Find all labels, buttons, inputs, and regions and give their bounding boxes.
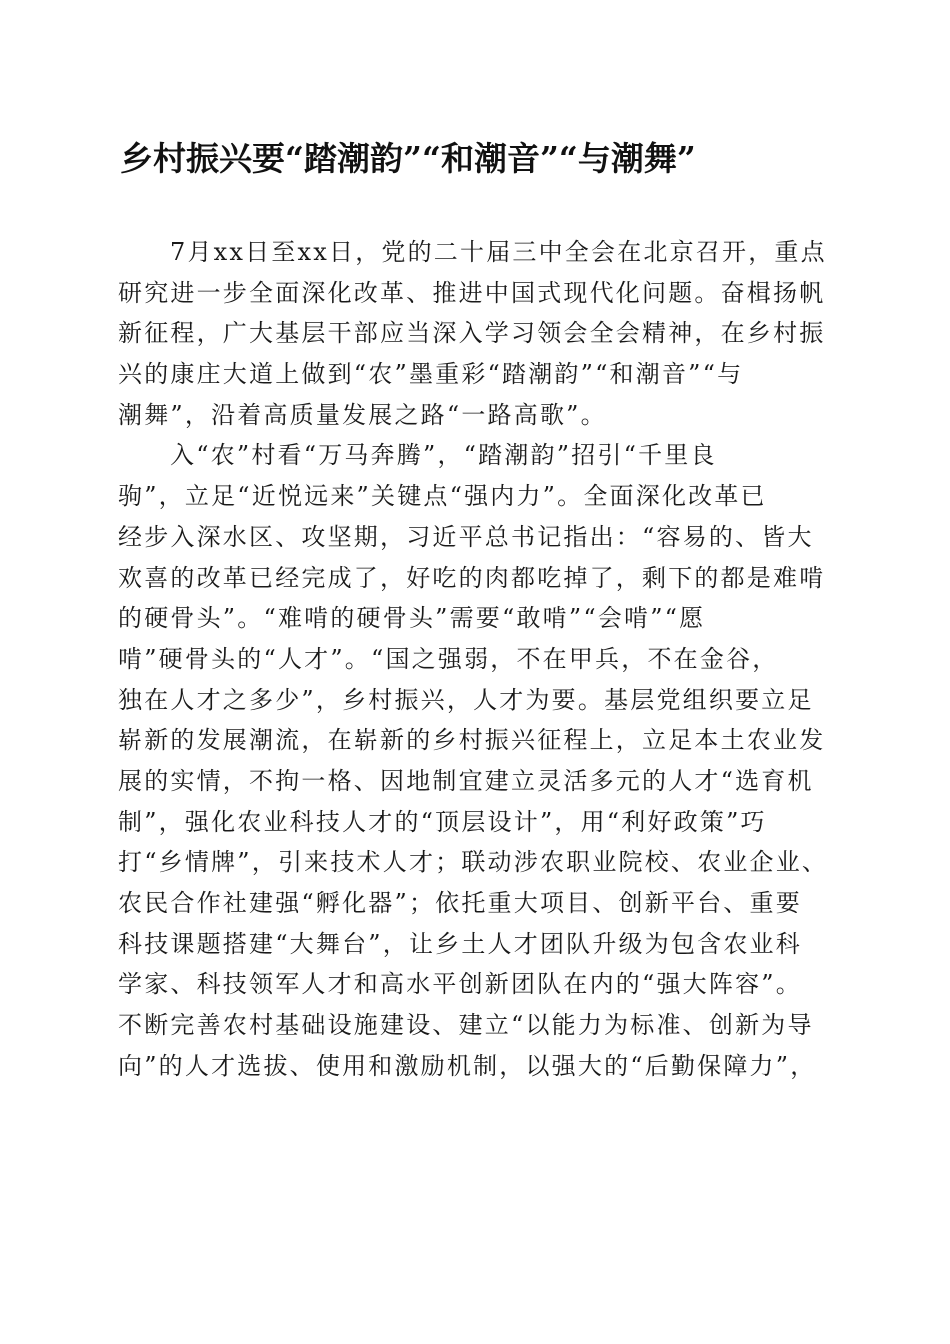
- paragraph-line: 7月xx日至xx日，党的二十届三中全会在北京召开，重点: [170, 238, 827, 266]
- paragraph-1: [118, 232, 830, 435]
- paragraph-line: 科技课题搭建“大舞台”，让乡土人才团队升级为包含农业科: [118, 929, 802, 958]
- paragraph-line: 崭新的发展潮流，在崭新的乡村振兴征程上，立足本土农业发: [118, 726, 826, 755]
- paragraph-line: 打“乡情牌”，引来技术人才；联动涉农职业院校、农业企业、: [118, 848, 829, 877]
- document-title: 乡村振兴要“踏潮韵”“和潮音”“与潮舞”: [120, 139, 696, 178]
- paragraph-line: 入“农”村看“万马奔腾”，“踏潮韵”招引“千里良: [170, 441, 717, 470]
- paragraph-2: [118, 435, 830, 1086]
- paragraph-line: 不断完善农村基础设施建设、建立“以能力为标准、创新为导: [118, 1011, 814, 1040]
- paragraph-line: 学家、科技领军人才和高水平创新团队在内的“强大阵容”。: [118, 970, 802, 999]
- paragraph-line: 研究进一步全面深化改革、推进中国式现代化问题。奋楫扬帆: [118, 278, 826, 307]
- paragraph-line: 独在人才之多少”，乡村振兴，人才为要。基层党组织要立足: [118, 685, 814, 714]
- paragraph-line: 啃”硬骨头的“人才”。“国之强弱，不在甲兵，不在金谷，: [118, 644, 779, 673]
- paragraph-line: 制”，强化农业科技人才的“顶层设计”，用“利好政策”巧: [118, 807, 767, 836]
- paragraph-line: 潮舞”，沿着高质量发展之路“一路高歌”。: [118, 400, 607, 429]
- paragraph-line: 兴的康庄大道上做到“农”墨重彩“踏潮韵”“和潮音”“与: [118, 360, 744, 389]
- paragraph-line: 向”的人才选拔、使用和激励机制，以强大的“后勤保障力”，: [118, 1051, 817, 1080]
- paragraph-line: 欢喜的改革已经完成了，好吃的肉都吃掉了，剩下的都是难啃: [118, 563, 826, 592]
- paragraph-line: 农民合作社建强“孵化器”；依托重大项目、创新平台、重要: [118, 889, 802, 917]
- paragraph-line: 经步入深水区、攻坚期，习近平总书记指出：“容易的、皆大: [118, 522, 814, 551]
- paragraph-line: 的硬骨头”。“难啃的硬骨头”需要“敢啃”“会啃”“愿: [118, 604, 706, 633]
- paragraph-line: 新征程，广大基层干部应当深入学习领会全会精神，在乡村振: [118, 319, 826, 348]
- paragraph-line: 展的实情，不拘一格、因地制宜建立灵活多元的人才“选育机: [118, 766, 814, 795]
- document-body: [118, 232, 830, 1086]
- paragraph-line: 驹”，立足“近悦远来”关键点“强内力”。全面深化改革已: [118, 482, 767, 511]
